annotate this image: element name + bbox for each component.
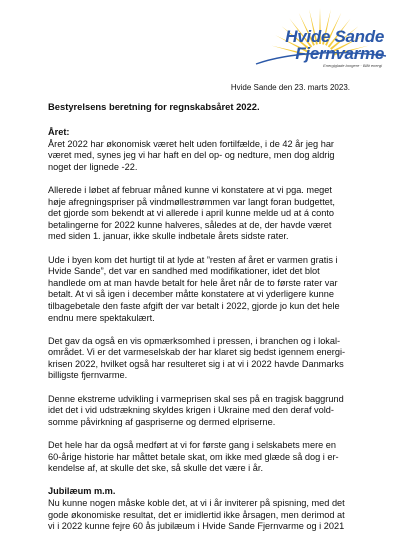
paragraph-5	[48, 394, 370, 429]
section-heading-aaret: Året:	[48, 127, 70, 137]
paragraph-3	[48, 255, 370, 325]
text-line: Allerede i løbet af februar måned kunne vi konstatere at vi pga. meget	[48, 184, 332, 195]
text-line: området. Vi er det varmeselskab der har klaret sig bedst igennem energi-	[48, 347, 346, 358]
text-line: vi i 2022 kunne fejre 60 ås jubilæum i Hvide Sande Fjernvarme og i 2021	[48, 521, 345, 532]
text-line: Denne ekstreme udvikling i varmeprisen skal ses på en tragisk baggrund	[48, 393, 344, 404]
company-logo	[250, 6, 390, 68]
text-line: Det hele har da også medført at vi for første gang i selskabets mere en	[48, 440, 337, 451]
text-line: 60-årige historie har måttet betale skat, om ikke med glæde så dog i er-	[48, 451, 339, 462]
paragraph-2	[48, 185, 370, 243]
document-body	[48, 127, 370, 544]
text-line: Året 2022 har økonomisk været helt uden fortilfælde, i de 42 år jeg har	[48, 138, 334, 149]
paragraph-1	[48, 139, 370, 174]
text-line: tilbagebetale den faste afgift der var betalt i 2022, gjorde jo kun det hele	[48, 300, 340, 311]
text-line: endnu mere spektakulært.	[48, 312, 155, 323]
text-line: idet det i vid udstrækning skyldes krigen i Ukraine med den deraf vold-	[48, 405, 334, 416]
text-line: somme påvirkning af gaspriserne og dermed elpriserne.	[48, 416, 276, 427]
text-line: Ude i byen kom det hurtigt til at lyde at ”resten af året er varmen gratis i	[48, 254, 338, 265]
logo-tagline: Energiglade borgere · Blåt energi	[323, 63, 382, 68]
text-line: krisen 2022, hvilket også har resulteret sig i at vi i 2022 havde Danmarks	[48, 358, 344, 369]
text-line: det gjorde som bekendt at vi allerede i april kunne melde ud at á conto	[48, 208, 335, 219]
logo-name-line-2: Fjernvarme	[295, 44, 384, 63]
logo-name-line-1: Hvide Sande	[285, 27, 384, 46]
paragraph-4	[48, 336, 370, 382]
paragraph-7	[48, 498, 370, 533]
dateline: Hvide Sande den 23. marts 2023.	[230, 83, 350, 92]
text-line: høje afregningspriser på vindmøllestrømmen var langt foran budgettet,	[48, 196, 335, 207]
text-line: betalingerne for 2022 kunne halveres, således at de, der havde været	[48, 219, 332, 230]
text-line: Det gav da også en vis opmærksomhed i pressen, i branchen og i lokal-	[48, 335, 341, 346]
text-line: billigste fjernvarme.	[48, 370, 128, 381]
paragraph-6	[48, 440, 370, 475]
text-line: noget der lignede -22.	[48, 161, 138, 172]
section-heading-jubilaeum: Jubilæum m.m.	[48, 486, 116, 497]
text-line: været med, synes jeg vi har haft en del op- og nedture, men dog aldrig	[48, 150, 335, 161]
text-line: kendelse af, at skulle det ske, så skulle det være i år.	[48, 463, 263, 474]
text-line: Hvide Sande”, det var en sandhed med modifikationer, idet det blot	[48, 266, 320, 277]
document-title: Bestyrelsens beretning for regnskabsåret 2022.	[48, 101, 260, 112]
text-line: betalt. At vi så igen i december måtte konstatere at vi yderligere kunne	[48, 289, 334, 300]
text-line: gode økonomiske resultat, det er imidlertid ikke årsagen, men derimod at	[48, 509, 345, 520]
text-line: Nu kunne nogen måske koble det, at vi i år inviterer på spisning, med det	[48, 498, 345, 508]
text-line: handlede om at man havde betalt for hele året når de to første rater var	[48, 277, 338, 288]
text-line: med siden 1. januar, ikke skulle indbetale årets sidste rater.	[48, 231, 289, 242]
